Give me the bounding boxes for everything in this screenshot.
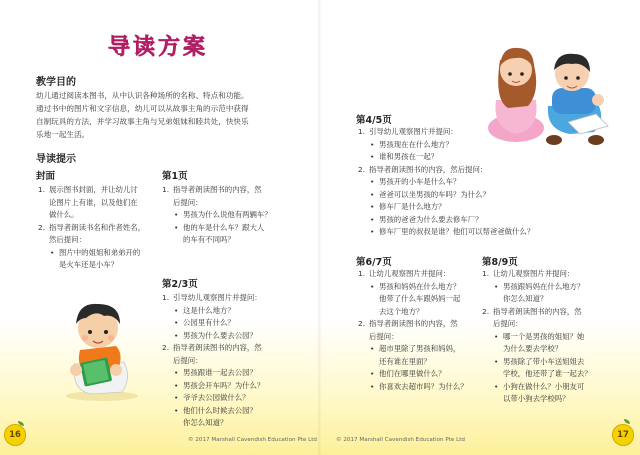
list-item: 2. 指导者朗读图书的内容，然 后提问： [358, 319, 458, 341]
objectives-text: 幼儿通过阅读本图书，从中认识各种场所的名称、特点和功能。 通过书中的图片和文字信息，幼儿可以从故事主角的示范中获得 自制玩具的方法，并学习故事主角与兄弟姐妹和睦共处，快快乐 乐地一起生活。 [36, 91, 249, 139]
list-item: 1. 引导幼儿观察图片并提问： [162, 293, 262, 302]
page-title: 导读方案 [108, 35, 209, 60]
question-bullet: • 他们在哪里做什么？ [358, 368, 480, 381]
copyright-left: © 2017 Marshall Cavendish Education Pte Ltd [188, 437, 317, 443]
page1-heading: 第1页 [162, 171, 188, 182]
question-bullet: • 他的车是什么车？跟大人 的车有不同吗？ [162, 222, 312, 247]
page67-heading: 第6/7页 [356, 257, 392, 268]
question-bullet: • 男孩和妈妈在什么地方？ 他带了什么车跟妈妈一起 去这个地方？ [358, 281, 480, 319]
cover-heading: 封面 [36, 171, 56, 182]
question-bullet: • 他们什么时候去公园？ 你怎么知道？ [162, 405, 314, 430]
copyright-right: © 2017 Marshall Cavendish Education Pte Ltd [336, 437, 465, 443]
book-spine [318, 0, 322, 455]
tips-heading: 导读提示 [36, 154, 76, 165]
question-bullet: • 男孩为什么说他有两辆车？ [162, 209, 312, 222]
question-bullet: • 图片中的姐姐和弟弟开的 是火车还是小车？ [38, 247, 158, 272]
page-number-left: 16 [4, 424, 26, 446]
question-bullet: • 谁和男孩在一起？ [358, 151, 568, 164]
question-bullet: • 男孩跟妈妈在什么地方？ 你怎么知道？ [482, 281, 622, 306]
question-bullet: • 这是什么地方？ [162, 305, 314, 318]
question-bullet: • 哪一个是男孩的姐姐？她 为什么要去学校？ [482, 331, 622, 356]
page-number-right: 17 [612, 424, 634, 446]
question-bullet: • 修车厂里的叔叔是谁？他们可以帮爸爸做什么？ [358, 226, 568, 239]
list-item: 1. 让幼儿观察图片并提问： [358, 269, 451, 278]
question-bullet: • 男孩跟谁一起去公园？ [162, 367, 314, 380]
question-bullet: • 爷爷去公园做什么？ [162, 392, 314, 405]
list-item: 1. 指导者朗读图书的内容，然 后提问： [162, 185, 262, 207]
question-bullet: • 小狗在做什么？小朋友可 以带小狗去学校吗？ [482, 381, 622, 406]
list-item: 2. 指导者朗读图书的内容，然 后提问： [482, 306, 582, 328]
list-item: 1. 展示图书封面，并让幼儿讨 论图片上有谁，以及他们在 做什么。 [38, 185, 138, 219]
cover-section [38, 184, 158, 272]
page45-heading: 第4/5页 [356, 115, 392, 126]
list-item: 2. 指导者朗读书名和作者姓名， 然后提问： [38, 222, 146, 244]
boy-reading-illustration [52, 292, 147, 404]
list-item: 2. 指导者朗读图书的内容，然 后提问： [162, 343, 262, 365]
page23-section [162, 292, 314, 430]
question-bullet: • 修车厂是什么地方？ [358, 201, 568, 214]
page1-section [162, 184, 312, 247]
page89-heading: 第8/9页 [482, 257, 518, 268]
question-bullet: • 男孩开的小车是什么车？ [358, 176, 568, 189]
question-bullet: • 超市里除了男孩和妈妈， 还有谁在里面？ [358, 343, 480, 368]
question-bullet: • 男孩的爸爸为什么要去修车厂？ [358, 214, 568, 227]
girl-and-boy-illustration [486, 30, 622, 148]
page23-heading: 第2/3页 [162, 279, 198, 290]
question-bullet: • 男孩现在在什么地方？ [358, 139, 568, 152]
question-bullet: • 你喜欢去超市吗？为什么？ [358, 381, 480, 394]
question-bullet: • 公园里有什么？ [162, 317, 314, 330]
question-bullet: • 男孩除了带小车送姐姐去 学校，他还带了谁一起去？ [482, 356, 622, 381]
objectives-heading: 教学目的 [36, 77, 76, 88]
question-bullet: • 爸爸可以坐男孩的车吗？为什么？ [358, 189, 568, 202]
question-bullet: • 男孩为什么要去公园？ [162, 330, 314, 343]
list-item: 1. 让幼儿观察图片并提问： [482, 269, 575, 278]
page89-section [482, 268, 622, 406]
list-item: 1. 引导幼儿观察图片并提问： [358, 127, 458, 136]
list-item: 2. 指导者朗读图书的内容，然后提问： [358, 164, 488, 174]
question-bullet: • 男孩会开车吗？为什么？ [162, 380, 314, 393]
page67-section [358, 268, 480, 393]
